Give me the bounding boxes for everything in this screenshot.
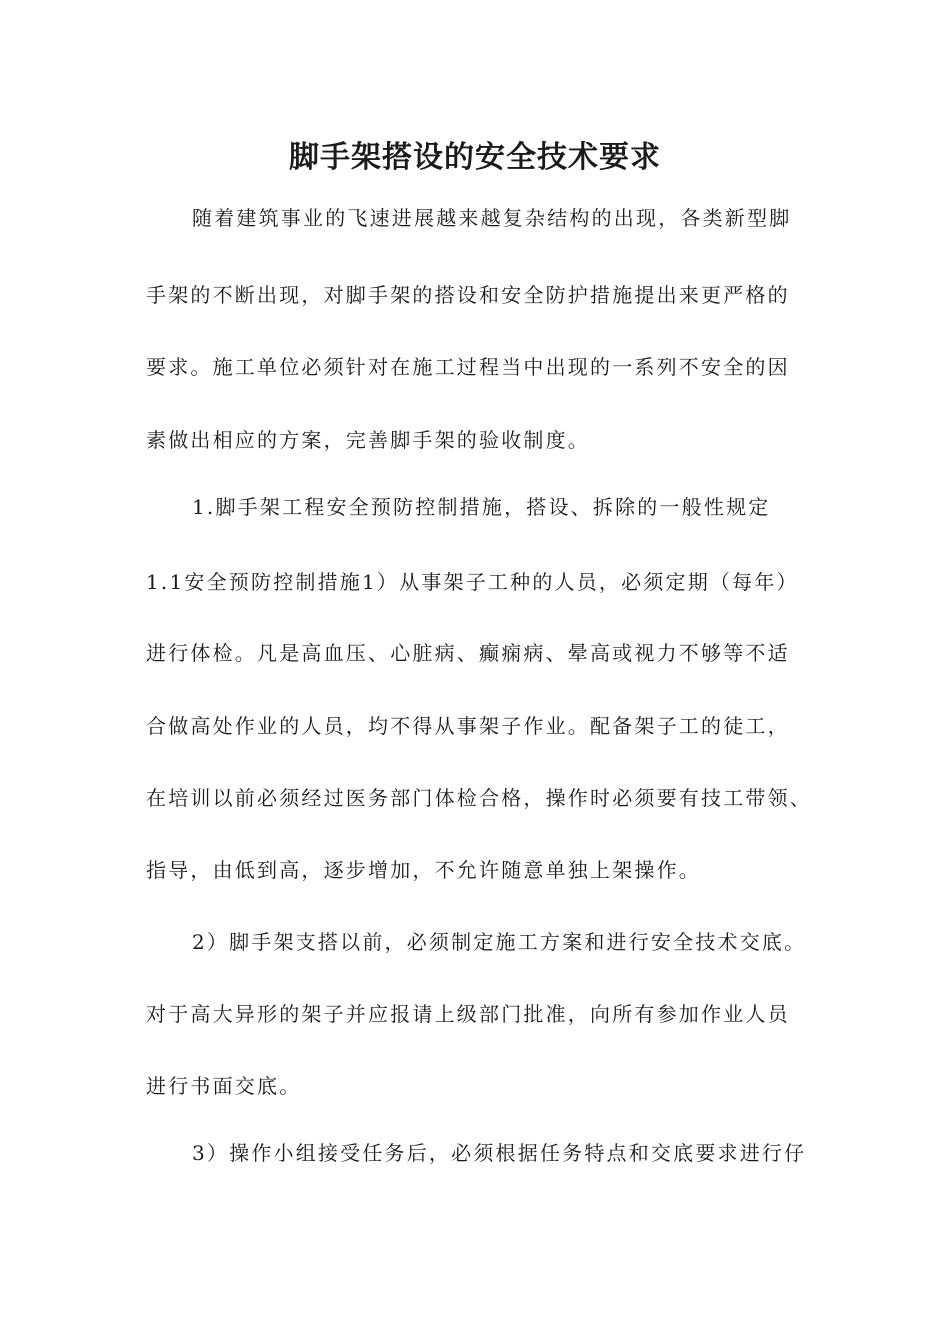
section-heading-1: 1.脚手架工程安全预防控制措施，搭设、拆除的一般性规定 xyxy=(192,495,771,519)
body-line-10: 指导，由低到高，逐步增加，不允许随意单独上架操作。 xyxy=(146,858,701,882)
body-line-9: 在培训以前必须经过医务部门体检合格，操作时必须要有技工带领、 xyxy=(146,786,812,810)
body-line-14: 3）操作小组接受任务后，必须根据任务特点和交底要求进行仔 xyxy=(192,1141,807,1165)
document-title: 脚手架搭设的安全技术要求 xyxy=(289,140,661,175)
body-line-8: 合做高处作业的人员，均不得从事架子作业。配备架子工的徒工， xyxy=(146,714,790,738)
body-line-6: 1.1安全预防控制措施1）从事架子工种的人员，必须定期（每年） xyxy=(146,570,799,594)
body-line-7: 进行体检。凡是高血压、心脏病、癫痫病、晕高或视力不够等不适 xyxy=(146,641,790,665)
body-line-2: 手架的不断出现，对脚手架的搭设和安全防护措施提出来更严格的 xyxy=(146,283,790,307)
body-line-4: 素做出相应的方案，完善脚手架的验收制度。 xyxy=(146,428,590,452)
body-line-1: 随着建筑事业的飞速进展越来越复杂结构的出现，各类新型脚 xyxy=(192,206,792,230)
body-line-12: 对于高大异形的架子并应报请上级部门批准，向所有参加作业人员 xyxy=(146,1002,790,1026)
body-line-3: 要求。施工单位必须针对在施工过程当中出现的一系列不安全的因 xyxy=(146,355,790,379)
body-line-11: 2）脚手架支搭以前，必须制定施工方案和进行安全技术交底。 xyxy=(192,930,807,954)
body-line-13: 进行书面交底。 xyxy=(146,1074,302,1098)
